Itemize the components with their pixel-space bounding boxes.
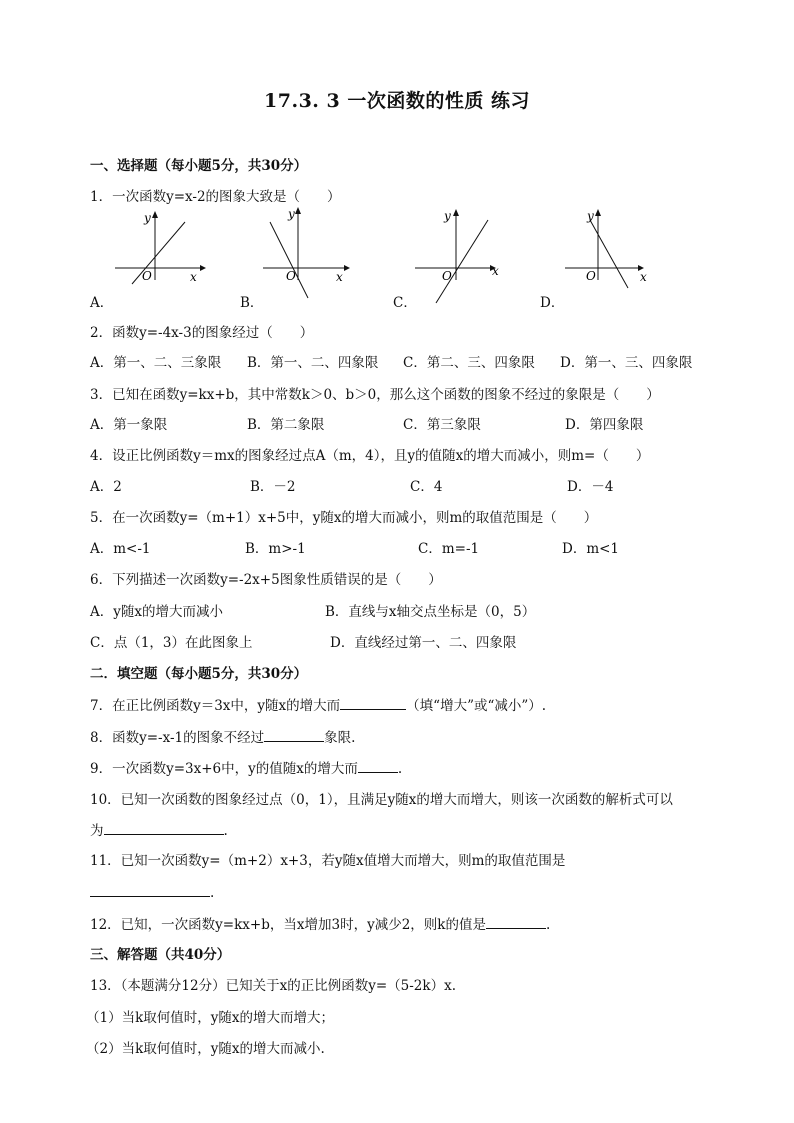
question-9 [90, 758, 402, 779]
q6-option-d: D．直线经过第一、二、四象限 [330, 635, 517, 651]
option-c-label: C． [393, 295, 417, 311]
question-12 [90, 914, 550, 935]
graph-a-origin-label: O [142, 269, 152, 283]
question-7 [90, 695, 546, 716]
question-10-line1: 10．已知一次函数的图象经过点（0，1），且满足y随x的增大而增大，则该一次函数的解析式可以 [90, 792, 673, 808]
q3-option-d: D．第四象限 [565, 417, 644, 433]
q5-option-b: B．m>-1 [245, 541, 306, 557]
q5-option-c: C．m=-1 [418, 541, 480, 557]
q7-blank[interactable] [340, 695, 406, 710]
q8-text-end: 象限. [324, 730, 356, 746]
q12-blank[interactable] [486, 914, 546, 929]
q3-option-c: C．第三象限 [403, 417, 481, 433]
graph-a-x-label: x [190, 270, 197, 284]
question-11-line1: 11．已知一次函数y=（m+2）x+3，若y随x值增大而增大，则m的取值范围是 [90, 853, 566, 869]
graph-b-origin-label: O [286, 269, 296, 283]
q9-blank[interactable] [358, 758, 398, 773]
graph-c [410, 208, 510, 284]
graph-d-x-label: x [640, 270, 647, 284]
graph-d-y-label: y [587, 209, 594, 223]
question-4-stem: 4．设正比例函数y＝mx的图象经过点A（m，4），且y的值随x的增大而减小，则m=（ ） [90, 448, 650, 464]
q12-text-end: . [545, 917, 551, 933]
q6-option-a: A．y随x的增大而减小 [90, 604, 223, 620]
q10-text: 为 [90, 823, 104, 839]
q9-text: 9．一次函数y=3x+6中，y的值随x的增大而 [90, 761, 358, 777]
q11-blank[interactable] [90, 882, 210, 897]
q5-option-d: D．m<1 [562, 541, 620, 557]
question-5-stem: 5．在一次函数y=（m+1）x+5中，y随x的增大而减小，则m的取值范围是（ ） [90, 510, 598, 526]
question-10-line2 [90, 820, 228, 841]
q8-text: 8．函数y=-x-1的图象不经过 [90, 730, 265, 746]
q3-option-a: A．第一象限 [90, 417, 168, 433]
question-6-stem: 6．下列描述一次函数y=-2x+5图象性质错误的是（ ） [90, 572, 442, 588]
q2-option-b: B．第一、二、四象限 [247, 355, 379, 371]
q2-option-d: D．第一、三、四象限 [560, 355, 693, 371]
graph-a-y-label: y [144, 211, 151, 225]
graph-b-x-label: x [336, 270, 343, 284]
section-heading-answer: 三、解答题（共40分） [90, 947, 231, 963]
q4-option-c: C．4 [410, 479, 443, 495]
graph-c-y-label: y [444, 209, 451, 223]
q4-option-b: B．－2 [250, 479, 296, 495]
q2-option-a: A．第一、二、三象限 [90, 355, 222, 371]
question-3-stem: 3．已知在函数y=kx+b，其中常数k＞0、b＞0，那么这个函数的图象不经过的象限是（ ） [90, 387, 660, 403]
option-b-label: B． [240, 295, 264, 311]
question-2-stem: 2．函数y=-4x-3的图象经过（ ） [90, 325, 314, 341]
option-a-label: A． [90, 295, 114, 311]
q7-text: 7．在正比例函数y＝3x中，y随x的增大而 [90, 698, 341, 714]
graph-d [560, 208, 660, 284]
question-13-stem: 13．（本题满分12分）已知关于x的正比例函数y=（5-2k）x. [90, 978, 456, 994]
graph-b [258, 208, 358, 284]
q8-blank[interactable] [264, 727, 324, 742]
question-1-stem: 1．一次函数y=x-2的图象大致是（ ） [90, 189, 341, 205]
q9-text-end: . [397, 761, 403, 777]
section-heading-choice: 一、选择题（每小题5分，共30分） [90, 158, 308, 174]
section-heading-fill: 二．填空题（每小题5分，共30分） [90, 666, 308, 682]
q7-text-end: （填“增大”或“减小”）. [406, 698, 547, 714]
graph-c-origin-label: O [442, 269, 452, 283]
question-8 [90, 727, 355, 748]
option-d-label: D． [540, 295, 565, 311]
q11-text-end: . [210, 885, 215, 901]
q10-blank[interactable] [104, 820, 224, 835]
q10-text-end: . [223, 823, 228, 839]
question-13-part-2: （2）当k取何值时，y随x的增大而减小. [86, 1041, 325, 1057]
q4-option-d: D．－4 [567, 479, 614, 495]
graph-c-x-label: x [492, 264, 499, 278]
question-11-line2 [90, 882, 214, 903]
q5-option-a: A．m<-1 [90, 541, 151, 557]
q12-text: 12．已知，一次函数y=kx+b，当x增加3时，y减少2，则k的值是 [90, 917, 486, 933]
q4-option-a: A．2 [90, 479, 122, 495]
q6-option-b: B．直线与x轴交点坐标是（0，5） [325, 604, 536, 620]
q2-option-c: C．第二、三、四象限 [403, 355, 535, 371]
graph-d-origin-label: O [586, 269, 596, 283]
q3-option-b: B．第二象限 [247, 417, 325, 433]
graph-b-y-label: y [288, 207, 295, 221]
page-title: 17.3. 3 一次函数的性质 练习 [264, 90, 530, 112]
q6-option-c: C．点（1，3）在此图象上 [90, 635, 253, 651]
question-13-part-1: （1）当k取何值时，y随x的增大而增大； [86, 1010, 335, 1026]
graph-a [110, 208, 210, 284]
